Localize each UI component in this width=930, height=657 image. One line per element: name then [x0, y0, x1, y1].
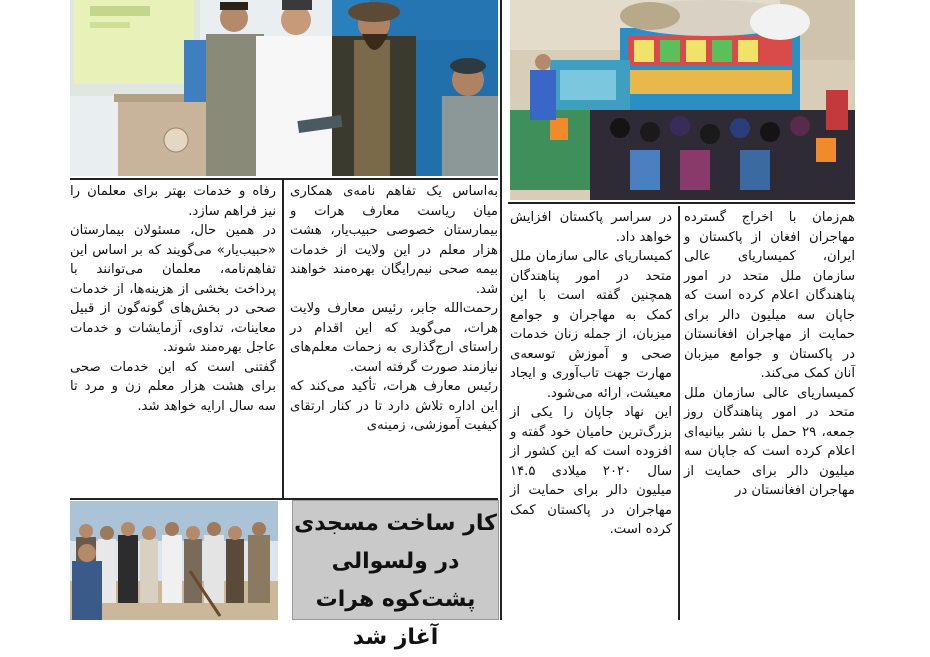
- japan-column-divider: [678, 206, 680, 620]
- signing-ceremony-illustration: [70, 0, 498, 176]
- paragraph: در همین حال، مسئولان بیمارستان «حبیب‌یار» می‌گویند که بر اساس این تفاهم‌نامه، معلمان می‌توانند با پرداخت بخشی از هزینه‌ها، از خدمات صحی در بخش‌های گونه‌گون از قبیل معاینات، تداوی، آزمایشات و خدمات عاجل بهره‌مند شوند.: [70, 223, 276, 355]
- japan-article-col-right: [684, 208, 855, 620]
- paragraph: کمیساریای عالی سازمان ملل متحد در امور پناهندگان همچنین گفته است با این کمک به مهاجران و جوامع میزبان، از جمله زنان خدمات صحی و آموزش توسعه‌ی مهارت جهت تاب‌آوری و ایجاد معیشت، ارائه می‌شود.: [510, 249, 672, 401]
- japan-article-col-middle: [510, 208, 672, 620]
- paragraph: به‌اساس یک تفاهم نامه‌ی همکاری میان ریاست معارف هرات و بیمارستان خصوصی حبیب‌یار، هشت هزار معلم در این ولایت از خدمات بیمه صحی نیم‌رایگان بهره‌مند خواهند شد.: [290, 184, 498, 297]
- paragraph: کمیساریای عالی سازمان ملل متحد در امور پناهندگان روز جمعه، ۲۹ حمل با نشر بیانیه‌ای اعلام کرده است که جاپان سه میلیون دالر برای حمایت از مهاجران افغانستان در: [684, 385, 855, 498]
- paragraph: رئیس معارف هرات، تأکید می‌کند که این اداره تلاش دارد تا در کنار ارتقای کیفیت آموزشی، زمینه‌ی: [290, 379, 498, 433]
- mosque-headline: کار ساخت مسجدی در ولسوالی پشت‌کوه هرات آغاز شد: [294, 511, 497, 650]
- paragraph: رحمت‌الله جابر، رئیس معارف ولایت هرات، می‌گوید که این اقدام در راستای ارج‌گذاری به زحمات معلم‌های نیازمند صورت گرفته است.: [290, 301, 498, 375]
- paragraph: رفاه و خدمات بهتر برای معلمان را نیز فراهم سازد.: [70, 184, 276, 219]
- top-divider: [70, 178, 498, 180]
- teachers-article-col-left: [70, 182, 276, 494]
- mosque-groundbreaking-photo: [70, 501, 278, 620]
- paragraph: گفتنی است که این خدمات صحی برای هشت هزار معلم زن و مرد تا سه سال ارایه خواهد شد.: [70, 359, 276, 414]
- mosque-headline-box: [292, 500, 499, 650]
- signing-ceremony-photo: [70, 0, 498, 176]
- paragraph: در سراسر پاکستان افزایش خواهد داد.: [510, 210, 672, 245]
- paragraph: هم‌زمان با اخراج گسترده مهاجران افغان از پاکستان و ایران، کمیساریای عالی سازمان ملل متحد در امور پناهندگان اعلام کرده است که جاپان سه میلیون دالر برای حمایت از مهاجران افغانستان در پاکستان و جوامع میزبان آنان کمک می‌کند.: [684, 210, 855, 381]
- refugees-truck-illustration: [510, 0, 855, 200]
- groundbreaking-illustration: [70, 501, 278, 620]
- refugees-truck-photo: [510, 0, 855, 200]
- japan-top-divider: [508, 202, 855, 204]
- paragraph: این نهاد جاپان را یکی از بزرگ‌ترین حامیان خود گفته و افزوده است که این کشور از سال ۲۰۲۰ میلادی ۱۴.۵ میلیون دالر برای حمایت از مهاجران در پاکستان کمک کرده است.: [510, 405, 672, 537]
- section-divider: [500, 0, 502, 620]
- teachers-column-divider: [282, 180, 284, 498]
- teachers-article-col-right: [290, 182, 498, 494]
